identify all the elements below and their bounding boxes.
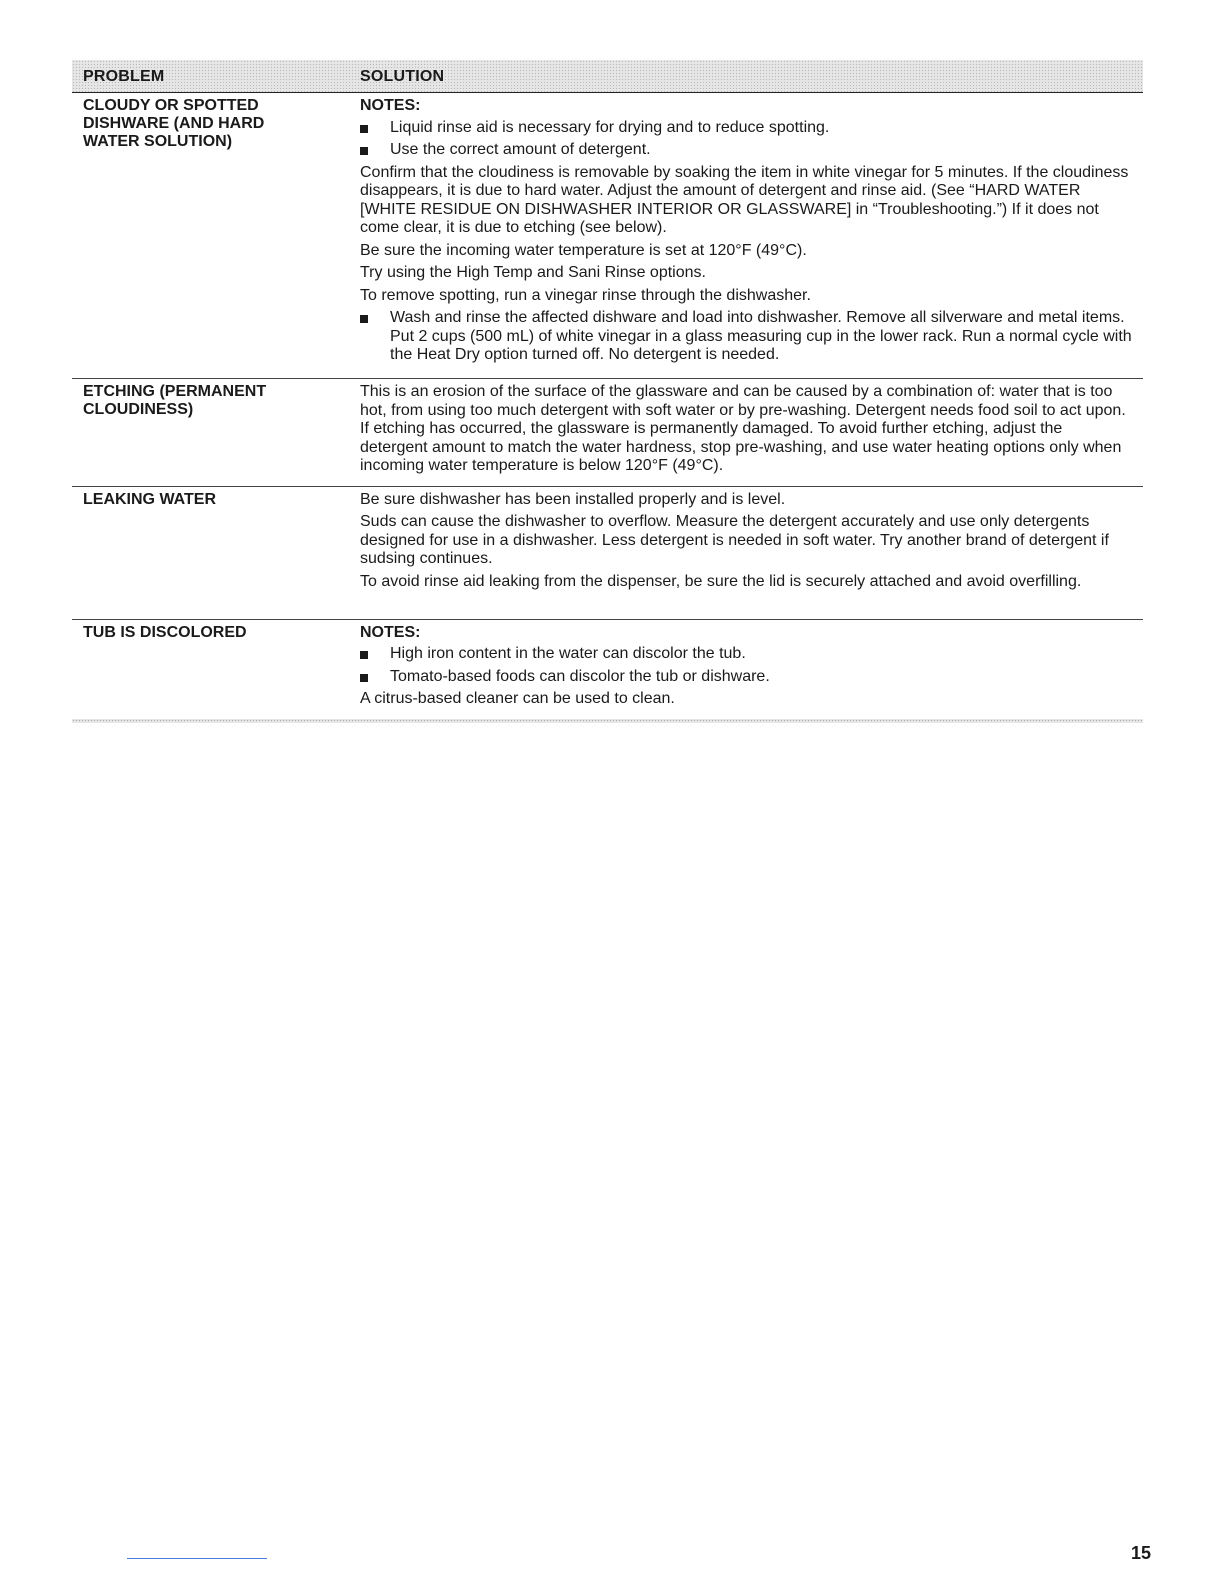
table-row [72, 487, 1143, 620]
note-text: Tomato-based foods can discolor the tub or dishware. [390, 667, 770, 685]
problem-label: LEAKING WATER [83, 490, 217, 508]
solution-cell [360, 620, 1143, 719]
problem-label: CLOUDY OR SPOTTED DISHWARE (AND HARD WATER SOLUTION) [83, 97, 265, 150]
table-row [72, 93, 1143, 379]
sub-bullet-text: Wash and rinse the affected dishware and load into dishwasher. Remove all silverware and metal items. Put 2 cups (500 mL) of white vinegar in a glass measuring cup in the lower rack. Run a normal cycle with the Heat Dry option turned off. No detergent is needed. [390, 309, 1132, 363]
bullet-square-icon [360, 315, 368, 323]
table-header [72, 60, 1143, 93]
header-problem: PROBLEM [83, 68, 165, 85]
solution-cell [360, 379, 1143, 486]
notes-label: NOTES: [360, 623, 421, 641]
solution-cell [360, 93, 1143, 378]
solution-paragraph: A citrus-based cleaner can be used to clean. [360, 690, 675, 707]
page-number: 15 [1131, 1543, 1152, 1563]
bullet-square-icon [360, 674, 368, 682]
solution-paragraph: Suds can cause the dishwasher to overflow. Measure the detergent accurately and use only detergents designed for use in a dishwasher. Less detergent is needed in soft water. Try another brand of detergent if sudsing continues. [360, 513, 1109, 567]
table-row [72, 620, 1143, 719]
solution-cell [360, 487, 1143, 619]
list-item [360, 668, 1133, 687]
bullet-square-icon [360, 125, 368, 133]
solution-paragraph: Try using the High Temp and Sani Rinse options. [360, 264, 706, 281]
note-text: Use the correct amount of detergent. [390, 141, 651, 158]
list-item [360, 309, 1133, 365]
bullet-square-icon [360, 651, 368, 659]
solution-paragraph: Be sure the incoming water temperature is set at 120°F (49°C). [360, 241, 807, 259]
problem-label: TUB IS DISCOLORED [83, 623, 247, 641]
list-item [360, 645, 1133, 664]
problem-label: ETCHING (PERMANENT CLOUDINESS) [83, 383, 267, 418]
solution-paragraph: This is an erosion of the surface of the glassware and can be caused by a combination of: water that is too hot, from using too much detergent with soft water or by pre-washing. Detergent needs food soil to act upon. If etching has occurred, the glassware is permanently damaged. To avoid further etching, adjust the detergent amount to match the water hardness, stop pre-washing, and use water heating options only when incoming water temperature is below 120°F (49°C). [360, 383, 1126, 474]
solution-paragraph: To avoid rinse aid leaking from the dispenser, be sure the lid is securely attached and avoid overfilling. [360, 572, 1082, 590]
footer-divider [127, 1558, 267, 1559]
table-row [72, 379, 1143, 487]
solution-paragraph: Confirm that the cloudiness is removable by soaking the item in white vinegar for 5 minutes. If the cloudiness disappears, it is due to hard water. Adjust the amount of detergent and rinse aid. (See “HARD WATER [WHITE RESIDUE ON DISHWASHER INTERIOR OR GLASSWARE] in “Troubleshooting.”) If it does not come clear, it is due to etching (see below). [360, 163, 1129, 236]
list-item [360, 141, 1133, 160]
notes-label: NOTES: [360, 97, 421, 114]
bullet-square-icon [360, 147, 368, 155]
solution-paragraph: To remove spotting, run a vinegar rinse through the dishwasher. [360, 286, 811, 304]
note-text: High iron content in the water can discolor the tub. [390, 645, 746, 662]
header-solution: SOLUTION [360, 68, 445, 85]
list-item [360, 119, 1133, 138]
note-text: Liquid rinse aid is necessary for drying and to reduce spotting. [390, 118, 830, 136]
table-bottom-rule [72, 719, 1143, 723]
troubleshooting-table [72, 60, 1143, 723]
solution-paragraph: Be sure dishwasher has been installed properly and is level. [360, 490, 786, 508]
